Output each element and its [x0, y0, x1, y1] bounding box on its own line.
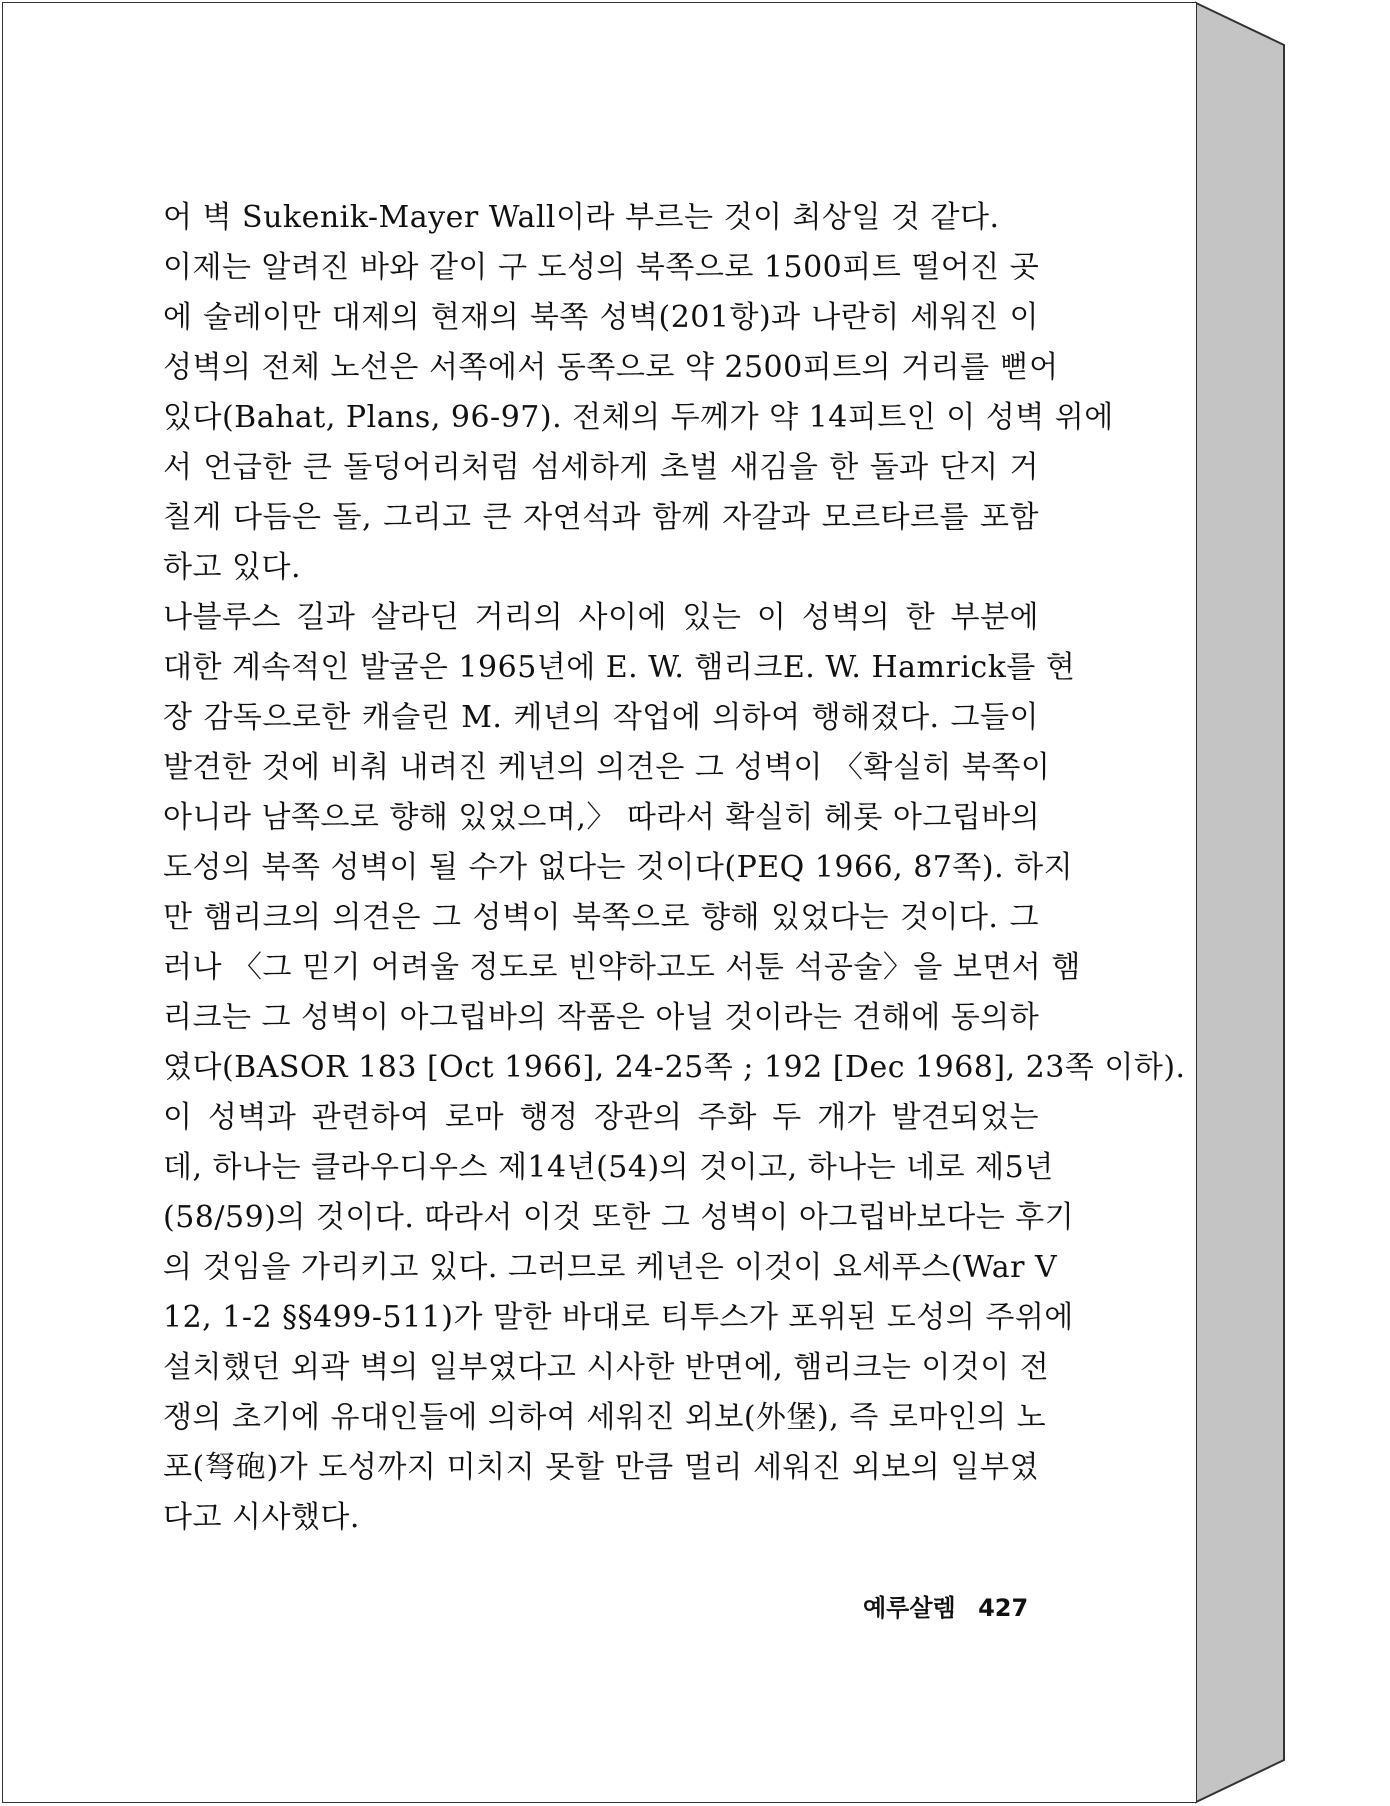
text-line: 도성의 북쪽 성벽이 될 수가 없다는 것이다(PEQ 1966, 87쪽). 하지 — [163, 850, 1074, 885]
text-line: 이 성벽과 관련하여 로마 행정 장관의 주화 두 개가 발견되었는 — [163, 1100, 1039, 1135]
text-line: 에 술레이만 대제의 현재의 북쪽 성벽(201항)과 나란히 세워진 이 — [163, 300, 1039, 335]
running-title: 예루살렘 — [863, 1594, 956, 1622]
text-line: 포(弩砲)가 도성까지 미치지 못할 만큼 멀리 세워진 외보의 일부였 — [163, 1450, 1039, 1485]
text-line: 만 햄리크의 의견은 그 성벽이 북쪽으로 향해 있었다는 것이다. 그 — [163, 900, 1039, 935]
text-line: 쟁의 초기에 유대인들에 의하여 세워진 외보(外堡), 즉 로마인의 노 — [163, 1400, 1047, 1435]
page-footer — [863, 1588, 1029, 1628]
document-page — [3, 3, 1196, 1802]
text-line: 서 언급한 큰 돌덩어리처럼 섬세하게 초벌 새김을 한 돌과 단지 거 — [163, 450, 1039, 485]
book-spine-edge — [1196, 3, 1284, 1802]
text-line: 리크는 그 성벽이 아그립바의 작품은 아닐 것이라는 견해에 동의하 — [163, 1000, 1040, 1035]
text-line: 성벽의 전체 노선은 서쪽에서 동쪽으로 약 2500피트의 거리를 뻗어 — [163, 350, 1059, 385]
page-number: 427 — [978, 1594, 1029, 1622]
text-line: 다고 시사했다. — [163, 1500, 360, 1535]
text-line: 12, 1-2 §§499-511)가 말한 바대로 티투스가 포위된 도성의 주위에 — [163, 1300, 1074, 1335]
text-line: 칠게 다듬은 돌, 그리고 큰 자연석과 함께 자갈과 모르타르를 포함 — [163, 500, 1039, 535]
text-line: 발견한 것에 비춰 내려진 케년의 의견은 그 성벽이 〈확실히 북쪽이 — [163, 750, 1051, 785]
body-text — [163, 193, 1186, 1543]
text-line: 데, 하나는 클라우디우스 제14년(54)의 것이고, 하나는 네로 제5년 — [163, 1150, 1054, 1185]
text-line: 대한 계속적인 발굴은 1965년에 E. W. 햄리크E. W. Hamrick를 현 — [163, 650, 1076, 685]
text-line: 였다(BASOR 183 [Oct 1966], 24-25쪽 ; 192 [Dec 1968], 23쪽 이하). — [163, 1050, 1186, 1085]
text-line: 장 감독으로한 캐슬린 M. 케년의 작업에 의하여 행해졌다. 그들이 — [163, 700, 1039, 735]
text-line: 이제는 알려진 바와 같이 구 도성의 북쪽으로 1500피트 떨어진 곳 — [163, 250, 1040, 285]
text-line: 있다(Bahat, Plans, 96-97). 전체의 두께가 약 14피트인 이 성벽 위에 — [163, 400, 1114, 435]
text-line: 러나 〈그 믿기 어려울 정도로 빈약하고도 서툰 석공술〉을 보면서 햄 — [163, 950, 1081, 985]
text-line: 어 벽 Sukenik-Mayer Wall이라 부르는 것이 최상일 것 같다. — [163, 200, 1000, 235]
text-line: 설치했던 외곽 벽의 일부였다고 시사한 반면에, 햄리크는 이것이 전 — [163, 1350, 1050, 1385]
text-line: 아니라 남쪽으로 향해 있었으며,〉 따라서 확실히 헤롯 아그립바의 — [163, 800, 1041, 835]
text-line: 나블루스 길과 살라딘 거리의 사이에 있는 이 성벽의 한 부분에 — [163, 600, 1039, 635]
text-line: 하고 있다. — [163, 550, 301, 585]
text-line: (58/59)의 것이다. 따라서 이것 또한 그 성벽이 아그립바보다는 후기 — [163, 1200, 1075, 1235]
text-line: 의 것임을 가리키고 있다. 그러므로 케년은 이것이 요세푸스(War V — [163, 1250, 1058, 1285]
